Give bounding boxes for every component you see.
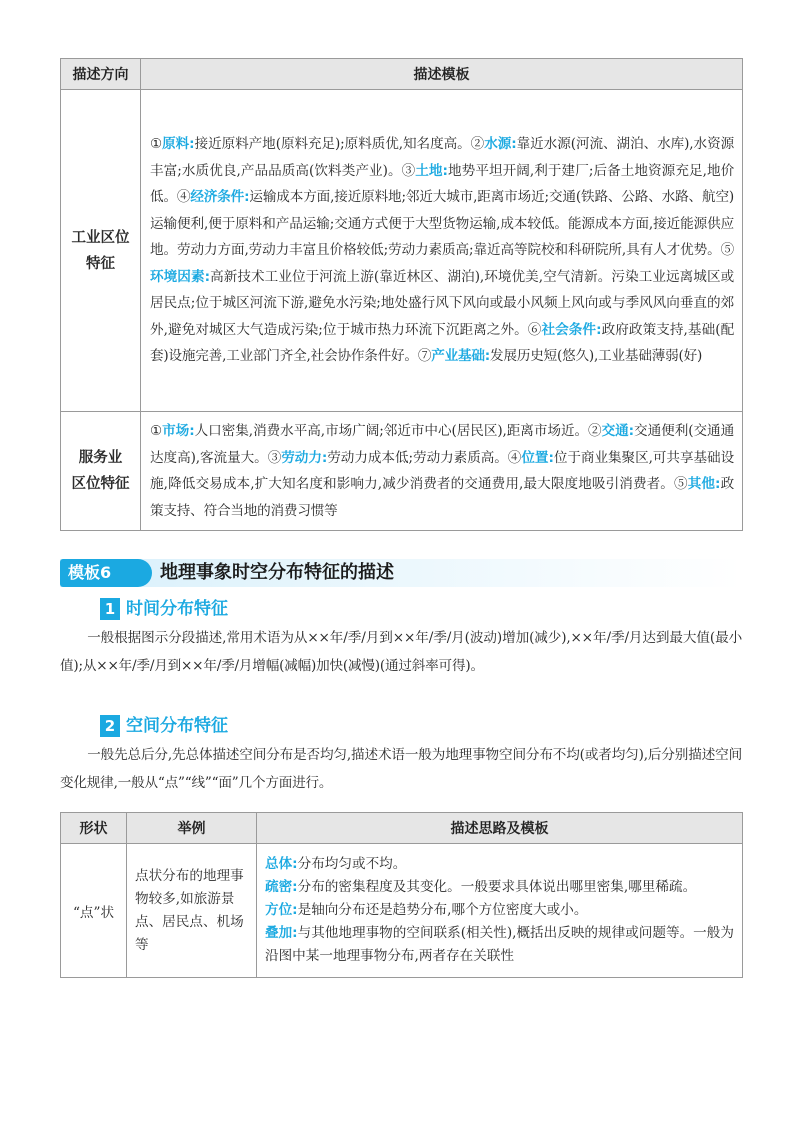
description-cell [257,844,743,978]
time-description: 一般根据图示分段描述,常用术语为从××年/季/月到××年/季/月(波动)增加(减少),××年/季/月达到最大值(最小值);从××年/季/月到××年/季/月增幅(减幅)加快(减慢)(通过斜率可得)。 [60,630,742,674]
subheading-number: 1 [100,598,120,620]
header-description: 描述思路及模板 [257,813,743,844]
table-row [61,90,743,412]
keyword-label: 位置: [521,449,554,466]
location-feature-table [60,58,743,531]
row-label-industry: 工业区位 特征 [61,90,141,412]
text-segment: ① [150,136,163,153]
header-example: 举例 [127,813,257,844]
header-template: 描述模板 [141,59,743,90]
list-item: 疏密:分布的密集程度及其变化。一般要求具体说出哪里密集,哪里稀疏。 [265,879,697,895]
list-item: 方位:是轴向分布还是趋势分布,哪个方位密度大或小。 [265,902,588,918]
example-cell: 点状分布的地理事物较多,如旅游景点、居民点、机场等 [127,844,257,978]
table-row [61,844,743,978]
keyword-label: 水源: [484,136,517,153]
keyword-label: 原料: [162,136,195,153]
text-segment: 靠近水源(河流、湖泊、水库),水资源丰富;水质优良,产品品质高(饮料类产业)。③ [150,136,734,179]
text-segment: 发展历史短(悠久),工业基础薄弱(好) [490,348,703,365]
table-row [61,412,743,531]
row-label-service: 服务业 区位特征 [61,412,141,531]
table-header-row [61,59,743,90]
keyword-label: 其他: [687,476,721,492]
keyword-label: 环境因素: [150,268,210,285]
template-badge: 模板6 [60,559,152,587]
shape-cell: “点”状 [61,844,127,978]
keyword-label: 市场: [162,423,195,439]
text-segment: 政府政策支持,基础(配套)设施完善,工业部门齐全,社会协作条件好。⑦ [150,321,734,365]
text-segment: 政策支持、符合当地的消费习惯等 [150,476,734,519]
text-segment: 运输成本方面,接近原料地;邻近大城市,距离市场近;交通(铁路、公路、水路、航空)运输便利,便于原料和产品运输;交通方式便于大型货物运输,成本较低。能源成本方面,接近能源供应地。劳动力方面,劳动力丰富且价格较低;劳动力素质高;靠近高等院校和科研院所,具有人才优势。⑤ [150,189,734,259]
keyword-label: 土地: [415,162,448,179]
text-segment: 人口密集,消费水平高,市场广阔;邻近市中心(居民区),距离市场近。② [194,423,602,439]
subheading-title: 空间分布特征 [126,716,228,736]
shape-template-table [60,812,743,978]
header-shape: 形状 [61,813,127,844]
text-segment: 高新技术工业位于河流上游(靠近林区、湖泊),环境优美,空气清新。污染工业远离城区或居民点;位于城区河流下游,避免水污染;地处盛行风下风向或最小风频上风向或与季风风向垂直的郊外,避免对城区大气造成污染;位于城市热力环流下沉距离之外。⑥ [150,268,734,338]
subheading-number: 2 [100,715,120,737]
header-direction: 描述方向 [61,59,141,90]
section-title: 地理事象时空分布特征的描述 [160,562,394,583]
list-item: 总体:分布均匀或不均。 [265,856,407,872]
text-segment: 劳动力成本低;劳动力素质高。④ [327,449,522,466]
text-segment: 位于商业集聚区,可共享基础设施,降低交易成本,扩大知名度和影响力,减少消费者的交通费用,最大限度地吸引消费者。⑤ [150,449,734,492]
keyword-label: 经济条件: [190,189,250,206]
text-segment: 交通便利(交通通达度高),客流量大。③ [150,423,734,466]
industry-template-text [141,90,743,412]
keyword-label: 产业基础: [431,348,491,365]
section-heading [60,556,742,590]
text-segment: 地势平坦开阔,利于建厂;后备土地资源充足,地价低。④ [150,162,735,206]
keyword-label: 交通: [601,423,634,439]
space-description: 一般先总后分,先总体描述空间分布是否均匀,描述术语一般为地理事物空间分布不均(或者均匀),后分别描述空间变化规律,一般从“点”“线”“面”几个方面进行。 [60,747,742,791]
text-segment: 接近原料产地(原料充足);原料质优,知名度高。② [194,136,485,153]
service-template-text [141,412,743,531]
subheading-title: 时间分布特征 [126,599,228,619]
keyword-label: 劳动力: [281,449,328,466]
text-segment: ① [150,423,163,439]
table-header-row [61,813,743,844]
keyword-label: 社会条件: [541,321,602,338]
list-item: 叠加:与其他地理事物的空间联系(相关性),概括出反映的规律或问题等。一般为沿图中某一地理事物分布,两者存在关联性 [265,925,734,964]
